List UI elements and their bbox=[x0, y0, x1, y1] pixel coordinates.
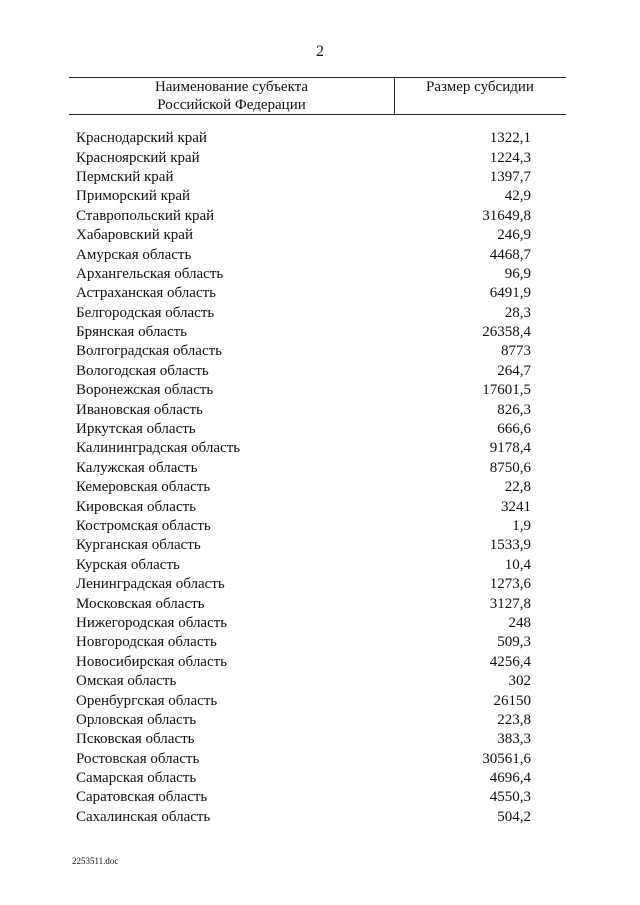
subsidy-value: 9178,4 bbox=[489, 440, 531, 457]
subject-name: Приморский край bbox=[76, 188, 191, 205]
subsidy-value: 8773 bbox=[501, 343, 531, 360]
subject-name: Нижегородская область bbox=[76, 614, 228, 631]
subsidy-value: 666,6 bbox=[497, 421, 531, 438]
table-row bbox=[76, 420, 556, 439]
table-row bbox=[76, 323, 556, 342]
subsidy-value: 17601,5 bbox=[482, 382, 531, 399]
table-row bbox=[76, 517, 556, 536]
subject-name: Костромская область bbox=[76, 518, 211, 534]
subject-name: Ленинградская область bbox=[76, 576, 225, 593]
subsidy-value: 96,9 bbox=[504, 265, 531, 282]
subject-name: Амурская область bbox=[76, 246, 192, 263]
subsidy-value: 1397,7 bbox=[489, 168, 531, 185]
table-row bbox=[76, 168, 556, 187]
column-header-subject-line2: Российской Федерации bbox=[157, 97, 306, 113]
subsidy-value: 22,8 bbox=[504, 479, 531, 496]
table-row bbox=[76, 653, 556, 672]
subsidy-value: 1224,3 bbox=[489, 149, 531, 166]
page-number: 2 bbox=[316, 43, 324, 60]
table-row bbox=[76, 633, 556, 652]
table-row bbox=[76, 478, 556, 497]
subsidy-value: 8750,6 bbox=[489, 459, 531, 476]
table-row bbox=[76, 362, 556, 381]
subject-name: Краснодарский край bbox=[76, 130, 207, 147]
table-row bbox=[76, 691, 556, 710]
subsidy-value: 1322,1 bbox=[489, 130, 531, 147]
subject-name: Иркутская область bbox=[76, 421, 196, 438]
table-row bbox=[76, 207, 556, 226]
table-row bbox=[76, 556, 556, 575]
subject-name: Курганская область bbox=[76, 537, 201, 554]
table-row bbox=[76, 594, 556, 613]
subject-name: Омская область bbox=[76, 673, 177, 690]
subsidy-value: 31649,8 bbox=[482, 207, 531, 224]
table-row bbox=[76, 400, 556, 419]
document-id: 2253511.doc bbox=[72, 856, 119, 866]
subject-name: Орловская область bbox=[76, 711, 197, 728]
subject-name: Псковская область bbox=[76, 731, 195, 748]
subject-name: Вологодская область bbox=[76, 362, 209, 379]
subsidy-value: 1273,6 bbox=[489, 576, 531, 593]
subsidy-value: 4696,4 bbox=[489, 770, 531, 787]
subject-name: Московская область bbox=[76, 595, 205, 612]
subject-name: Красноярский край bbox=[76, 149, 200, 166]
subject-name: Сахалинская область bbox=[76, 808, 211, 825]
table-row bbox=[76, 148, 556, 167]
table-row bbox=[76, 226, 556, 245]
subsidy-value: 264,7 bbox=[497, 362, 531, 379]
subject-name: Ивановская область bbox=[76, 401, 203, 418]
subsidy-value: 246,9 bbox=[497, 227, 531, 244]
subject-name: Пермский край bbox=[76, 168, 174, 185]
table-row bbox=[76, 265, 556, 284]
subsidy-value: 26358,4 bbox=[482, 324, 531, 341]
subject-name: Волгоградская область bbox=[76, 343, 222, 360]
table-row bbox=[76, 614, 556, 633]
table-row bbox=[76, 750, 556, 769]
subject-name: Хабаровский край bbox=[76, 227, 193, 244]
table-header-bottom-rule bbox=[69, 114, 566, 115]
table-row bbox=[76, 575, 556, 594]
subsidy-value: 30561,6 bbox=[482, 750, 531, 767]
subsidy-value: 826,3 bbox=[497, 401, 531, 418]
subsidy-value: 28,3 bbox=[504, 304, 531, 321]
subject-name: Калужская область bbox=[76, 459, 198, 476]
subject-name: Астраханская область bbox=[76, 285, 216, 302]
subject-name: Калининградская область bbox=[76, 440, 241, 457]
table-row bbox=[76, 711, 556, 730]
subsidy-value: 248 bbox=[508, 614, 531, 631]
subsidy-value: 223,8 bbox=[497, 711, 531, 728]
subsidy-value: 42,9 bbox=[504, 188, 531, 205]
subsidy-value: 383,3 bbox=[497, 731, 531, 748]
table-row bbox=[76, 536, 556, 555]
table-row bbox=[76, 788, 556, 807]
table-row bbox=[76, 459, 556, 478]
subject-name: Воронежская область bbox=[76, 382, 214, 399]
table-row bbox=[76, 672, 556, 691]
subject-name: Новосибирская область bbox=[76, 653, 228, 670]
table-body bbox=[76, 129, 556, 827]
subject-name: Курская область bbox=[76, 556, 180, 573]
subsidy-value: 10,4 bbox=[504, 556, 531, 573]
subsidy-value: 26150 bbox=[493, 692, 531, 709]
subsidy-value: 4468,7 bbox=[489, 246, 531, 263]
subject-name: Новгородская область bbox=[76, 634, 217, 651]
subsidy-value: 302 bbox=[508, 673, 531, 690]
subject-name: Архангельская область bbox=[76, 265, 224, 282]
subject-name: Саратовская область bbox=[76, 789, 208, 806]
subsidy-value: 3241 bbox=[501, 498, 531, 515]
table-row bbox=[76, 381, 556, 400]
subject-name: Самарская область bbox=[76, 770, 197, 787]
table-row bbox=[76, 342, 556, 361]
table-row bbox=[76, 808, 556, 827]
subject-name: Белгородская область bbox=[76, 304, 215, 321]
subject-name: Кировская область bbox=[76, 498, 197, 515]
table-row bbox=[76, 284, 556, 303]
column-header-subsidy: Размер субсидии bbox=[426, 79, 534, 95]
column-header-subject-line1: Наименование субъекта bbox=[154, 79, 309, 95]
subject-name: Оренбургская область bbox=[76, 692, 218, 709]
subject-name: Кемеровская область bbox=[76, 479, 211, 496]
subsidy-value: 509,3 bbox=[497, 634, 531, 651]
subsidy-value: 4256,4 bbox=[489, 653, 531, 670]
subsidy-value: 504,2 bbox=[497, 808, 531, 825]
subject-name: Ставропольский край bbox=[76, 207, 215, 224]
table-row bbox=[76, 129, 556, 148]
table-row bbox=[76, 187, 556, 206]
subject-name: Ростовская область bbox=[76, 750, 200, 767]
table-row bbox=[76, 439, 556, 458]
subsidy-value: 6491,9 bbox=[489, 285, 531, 302]
column-header-subject bbox=[69, 78, 394, 114]
subsidy-value: 3127,8 bbox=[489, 595, 531, 612]
table-row bbox=[76, 245, 556, 264]
subsidy-value: 4550,3 bbox=[489, 789, 531, 806]
subsidy-value: 1,9 bbox=[512, 518, 531, 534]
subject-name: Брянская область bbox=[76, 324, 188, 341]
table-row bbox=[76, 769, 556, 788]
table-row bbox=[76, 730, 556, 749]
subsidy-value: 1533,9 bbox=[489, 537, 531, 554]
table-row bbox=[76, 497, 556, 516]
table-row bbox=[76, 304, 556, 323]
